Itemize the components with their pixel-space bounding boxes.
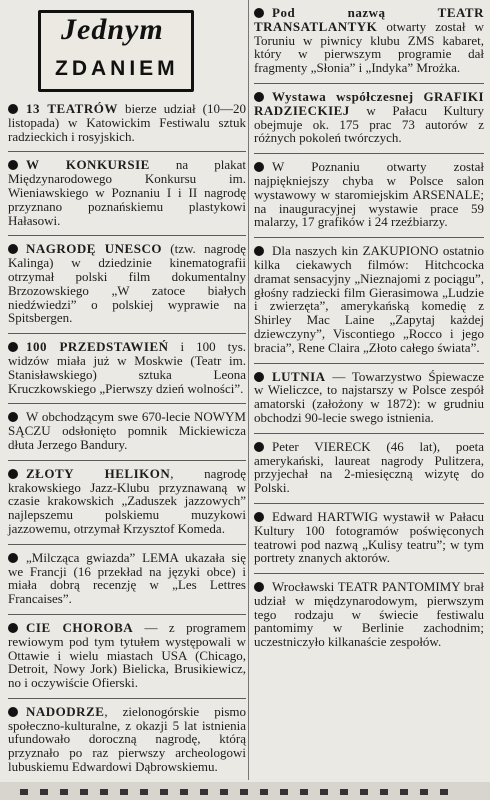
bullet-dot-icon	[254, 92, 264, 102]
news-item	[8, 96, 246, 147]
news-item	[254, 153, 484, 233]
news-item-text: — z programem rewiowym pod tym tytułem występowali w Ottawie i wielu miastach USA (Chicago, Detroit, Nowy Jork) Bielicka, Brusikiewicz, no i oczywiście Ofierski.	[8, 619, 246, 691]
news-item	[8, 403, 246, 455]
bullet-dot-icon	[254, 442, 264, 452]
news-item-lead: Wystawa współczesnej GRAFIKI RADZIECKIEJ	[254, 88, 484, 118]
news-item-text: W Poznaniu otwarty został najpiękniejszy chyba w Polsce salon wystawowy w staromiejskim ARSENALE; na inauguracyjnej wystawie prace 59 malarzy, 17 grafików i 24 rzeźbiarzy.	[254, 159, 484, 230]
bullet-dot-icon	[8, 104, 18, 114]
bullet-dot-icon	[254, 512, 264, 522]
news-item-lead: Pod nazwą TEATR TRANSATLANTYK	[254, 5, 484, 34]
column-rule	[248, 0, 249, 780]
news-item-text: W obchodzącym swe 670-lecie NOWYM SĄCZU odsłonięto pomnik Mickiewicza dłuta Jerzego Bandury.	[8, 409, 246, 452]
bullet-dot-icon	[8, 160, 18, 170]
bullet-dot-icon	[8, 342, 18, 352]
news-item-text: Peter VIERECK (46 lat), poeta amerykański, laureat nagrody Pulitzera, przyjechał na 2-miesięczną wizytę do Polski.	[254, 438, 484, 496]
news-item	[8, 460, 246, 540]
news-item-text: (tzw. nagrodę Kalinga) w dziedzinie kinematografii otrzymał polski film dokumentalny Brzozowskiego „W zatoce białych niedźwiedzi” o polskiej wyprawie na Spitsbergen.	[8, 241, 247, 326]
news-item	[254, 503, 484, 569]
news-item-lead: LUTNIA	[272, 368, 326, 384]
news-item-lead: W KONKURSIE	[26, 157, 150, 173]
bullet-dot-icon	[8, 469, 18, 479]
news-item-text: bierze udział (10—20 listopada) w Katowickim Festiwalu sztuk radzieckich i rosyjskich.	[8, 101, 247, 144]
news-item-lead: CIE CHOROBA	[26, 619, 134, 635]
bullet-dot-icon	[254, 8, 264, 18]
news-item-text: Dla naszych kin ZAKUPIONO ostatnio kilka ciekawych filmów: Hitchcocka dramat sensacyjny „Nieznajomi z pociągu”, głośny radziecki film Gierasimowa „Ludzie i zwierzęta”, amerykańską komedię z Shirley Mac Laine „Zapytaj każdej dziewczyny”, Viscontiego „Rocco i jego bracia”, Rene Claira „Złoto całego świata”.	[254, 243, 484, 355]
bullet-dot-icon	[254, 582, 264, 592]
bullet-dot-icon	[8, 244, 18, 254]
news-item	[254, 83, 484, 149]
masthead-line2: ZDANIEM	[55, 57, 179, 80]
news-item-text: — Towarzystwo Śpiewacze w Wieliczce, to najstarszy w Polsce zespół amatorski (założony w 1872): w grudniu obchodzi 90-lecie swego istnienia.	[254, 368, 484, 425]
news-item	[8, 544, 246, 610]
masthead-line1: Jednym	[61, 13, 164, 46]
news-item-text: i 100 tys. widzów miała już w Moskwie (Teatr im. Stanisławskiego) sztuka Leona Kruczkowskiego „Pierwszy dzień wolności”.	[8, 339, 246, 396]
bullet-dot-icon	[8, 623, 18, 633]
news-item-lead: ZŁOTY HELIKON	[26, 465, 171, 481]
bullet-dot-icon	[254, 372, 264, 382]
bullet-dot-icon	[8, 553, 18, 563]
bottom-strip	[0, 782, 490, 800]
news-item-text: na plakat Międzynarodowego Konkursu im. Wieniawskiego w Poznaniu I i II nagrodę przyznano poznańskiemu plastykowi Hałasowi.	[8, 157, 246, 228]
bullet-dot-icon	[254, 246, 264, 256]
news-item-lead: NAGRODĘ UNESCO	[26, 241, 162, 257]
news-item-lead: 100 PRZEDSTAWIEŃ	[26, 339, 169, 355]
masthead	[8, 0, 246, 96]
news-item-text: „Milcząca gwiazda” LEMA ukazała się we Francji (16 przekład na języki obce) i miała dobrą recenzję w „Les Lettres Francaises”.	[8, 549, 246, 607]
news-item-text: , nagrodę krakowskiego Jazz-Klubu przyznawaną w czasie krakowskich „Zaduszek jazzowych” najlepszemu polskiemu muzykowi jazzowemu, otrzymał Krzysztof Komeda.	[8, 465, 246, 536]
bullet-dot-icon	[254, 162, 264, 172]
news-item-text: , zielonogórskie pismo społeczno-kulturalne, z okazji 5 lat istnienia ufundowało doroczną nagrodę, którą przyznało po raz pierwszy archeologowi lubuskiemu Edwardowi Dąbrowskiemu.	[8, 703, 246, 775]
bullet-dot-icon	[8, 707, 18, 717]
news-item-text: w Pałacu Kultury obejmuje ok. 175 prac 73 autorów z różnych pokoleń twórczych.	[254, 102, 484, 146]
news-item	[254, 0, 484, 79]
news-item	[254, 573, 484, 653]
news-item	[8, 235, 246, 329]
left-column	[8, 0, 246, 782]
masthead-box	[38, 10, 194, 92]
news-item	[8, 614, 246, 694]
news-item-text: Wrocławski TEATR PANTOMIMY brał udział w międzynarodowym, pierwszym tego rodzaju w świecie festiwalu pantomimy w Berlinie zachodnim; uczestniczyło kilkanaście zespołów.	[254, 579, 484, 650]
news-item-lead: 13 TEATRÓW	[26, 101, 118, 116]
news-item	[254, 433, 484, 499]
news-item-text: otwarty został w Toruniu w piwnicy klubu ZMS kabaret, który w pierwszym programie dał fragmenty „Słonia” i „Indyka” Mrożka.	[254, 18, 484, 76]
news-item-lead: NADODRZE	[26, 703, 105, 719]
right-column	[254, 0, 484, 657]
news-item	[8, 698, 246, 778]
news-item	[8, 333, 246, 399]
decorative-border-icon	[20, 786, 460, 798]
news-item	[254, 237, 484, 358]
news-item-text: Edward HARTWIG wystawił w Pałacu Kultury 100 fotogramów poświęconych teatrowi pod nazwą „Kulisy teatru”; w tym portrety znanych aktorów.	[254, 508, 484, 566]
news-item	[8, 151, 246, 231]
news-item	[254, 363, 484, 429]
bullet-dot-icon	[8, 412, 18, 422]
